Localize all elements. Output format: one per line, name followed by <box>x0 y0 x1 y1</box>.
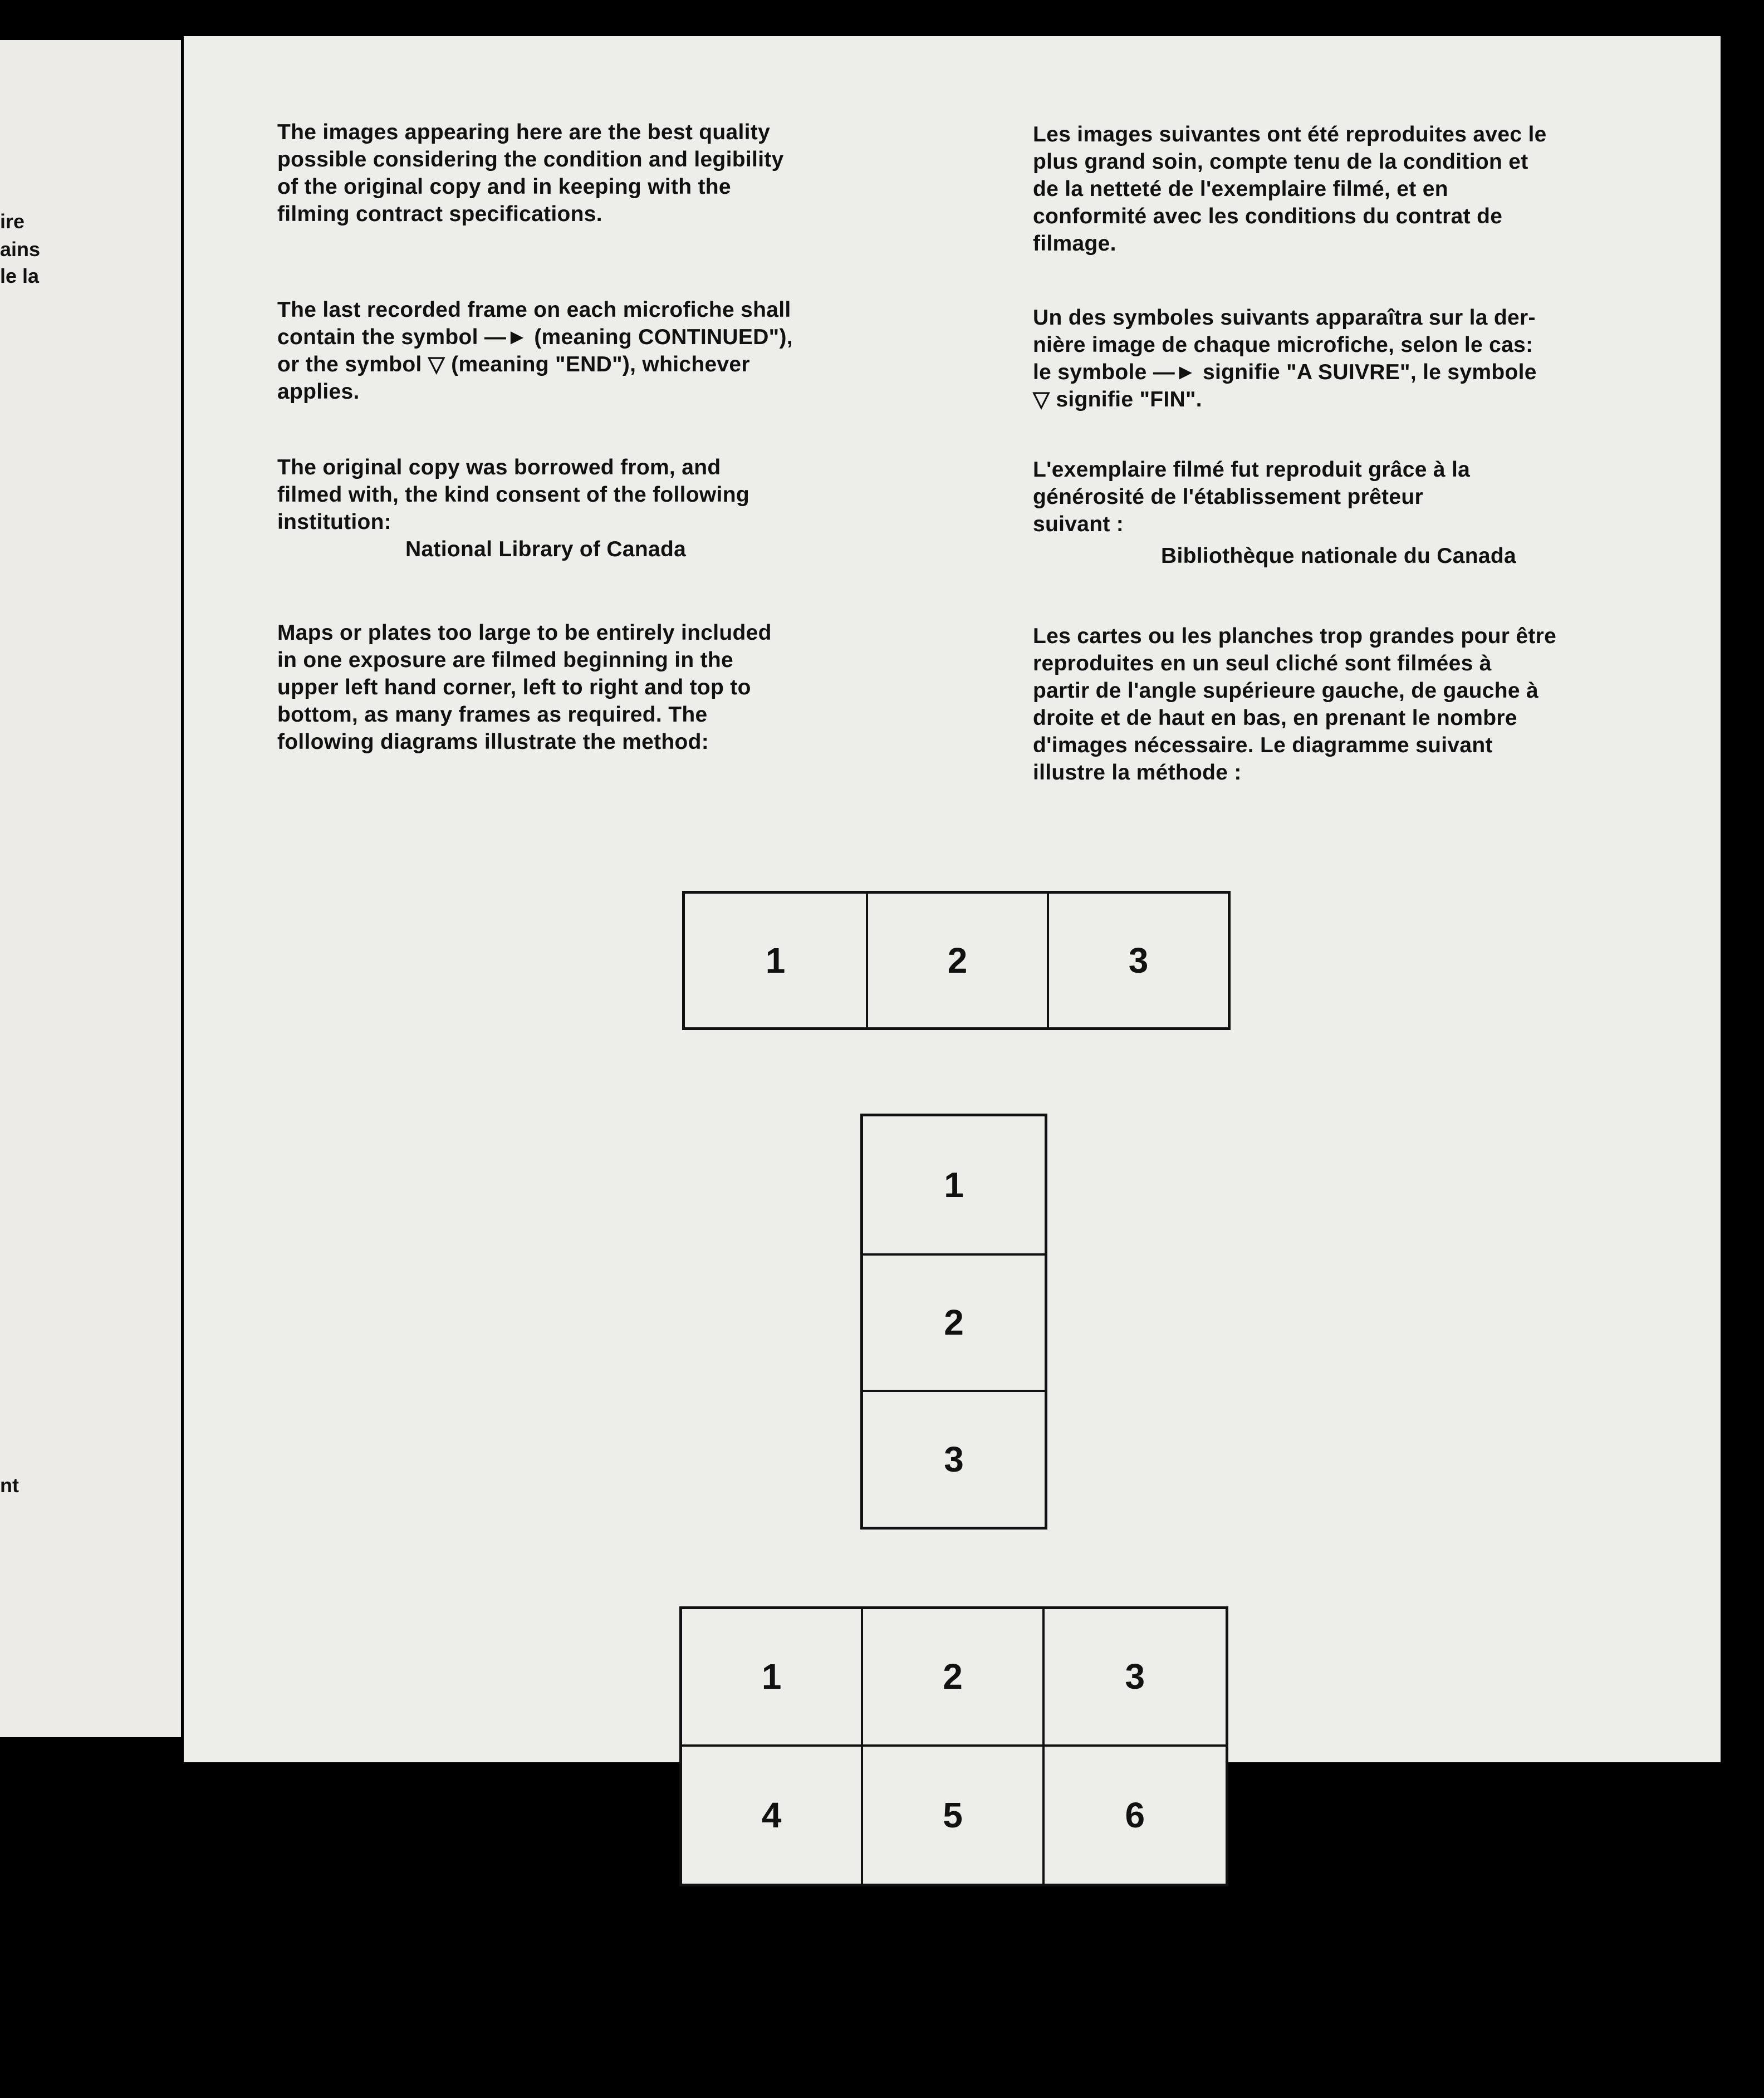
cut-text-fragment: ains <box>0 238 41 261</box>
frame-cell: 2 <box>863 1609 1044 1747</box>
institution-name-en: National Library of Canada <box>405 537 687 561</box>
french-paragraph-symbols: Un des symboles suivants apparaîtra sur la der- nière image de chaque microfiche, selon le cas: le symbole —► signifie "A SUIVRE", le symbole ▽ signifie "FIN". <box>1033 306 1537 411</box>
adjacent-page-fragment <box>0 40 181 1737</box>
english-paragraph-source: The original copy was borrowed from, and filmed with, the kind consent of the following institution: National Library of Canada <box>277 454 890 563</box>
frame-cell: 5 <box>863 1747 1044 1884</box>
microfiche-notice-page <box>184 36 1721 1835</box>
frame-cell: 1 <box>682 1609 863 1747</box>
french-paragraph-quality: Les images suivantes ont été reproduites avec le plus grand soin, compte tenu de la condition et de la netteté de l'exemplaire filmé, et en conformité avec les conditions du contrat de filmage. <box>1033 122 1547 256</box>
cut-text-fragment: ire <box>0 210 25 233</box>
frame-cell: 6 <box>1125 1795 1145 1835</box>
frame-cell: 2 <box>866 894 1047 1027</box>
diagram-horizontal-three-frames <box>682 891 1231 1030</box>
english-paragraph-symbols: The last recorded frame on each microfiche shall contain the symbol —► (meaning CONTINUED"), or the symbol ▽ (meaning "END"), whichever applies. <box>277 298 793 404</box>
diagram-six-frame-grid <box>679 1606 1228 1886</box>
frame-cell: 3 <box>1047 894 1228 1027</box>
frame-cell: 1 <box>944 1164 964 1205</box>
diagram-vertical-three-frames <box>860 1114 1047 1530</box>
frame-cell: 2 <box>863 1253 1045 1390</box>
frame-cell: 1 <box>765 940 786 981</box>
english-paragraph-quality: The images appearing here are the best quality possible considering the condition and legibility of the original copy and in keeping with the filming contract specifications. <box>277 120 784 226</box>
frame-cell: 4 <box>682 1747 863 1884</box>
cut-text-fragment: nt <box>0 1474 19 1497</box>
frame-cell: 3 <box>863 1390 1045 1527</box>
cut-text-fragment: le la <box>0 264 40 287</box>
english-paragraph-maps: Maps or plates too large to be entirely included in one exposure are filmed beginning in the upper left hand corner, left to right and top to bottom, as many frames as required. The following diagrams illustrate the method: <box>277 621 772 754</box>
french-paragraph-maps: Les cartes ou les planches trop grandes pour être reproduites en un seul cliché sont filmées à partir de l'angle supérieure gauche, de gauche à droite et de haut en bas, en prenant le nombre d'images nécessaire. Le diagramme suivant illustre la méthode : <box>1033 624 1557 785</box>
french-paragraph-source: L'exemplaire filmé fut reproduit grâce à la générosité de l'établissement prêteur suivant : Bibliothèque nationale du Canada <box>1033 456 1645 570</box>
frame-cell: 3 <box>1045 1609 1226 1747</box>
institution-name-fr: Bibliothèque nationale du Canada <box>1161 544 1516 568</box>
